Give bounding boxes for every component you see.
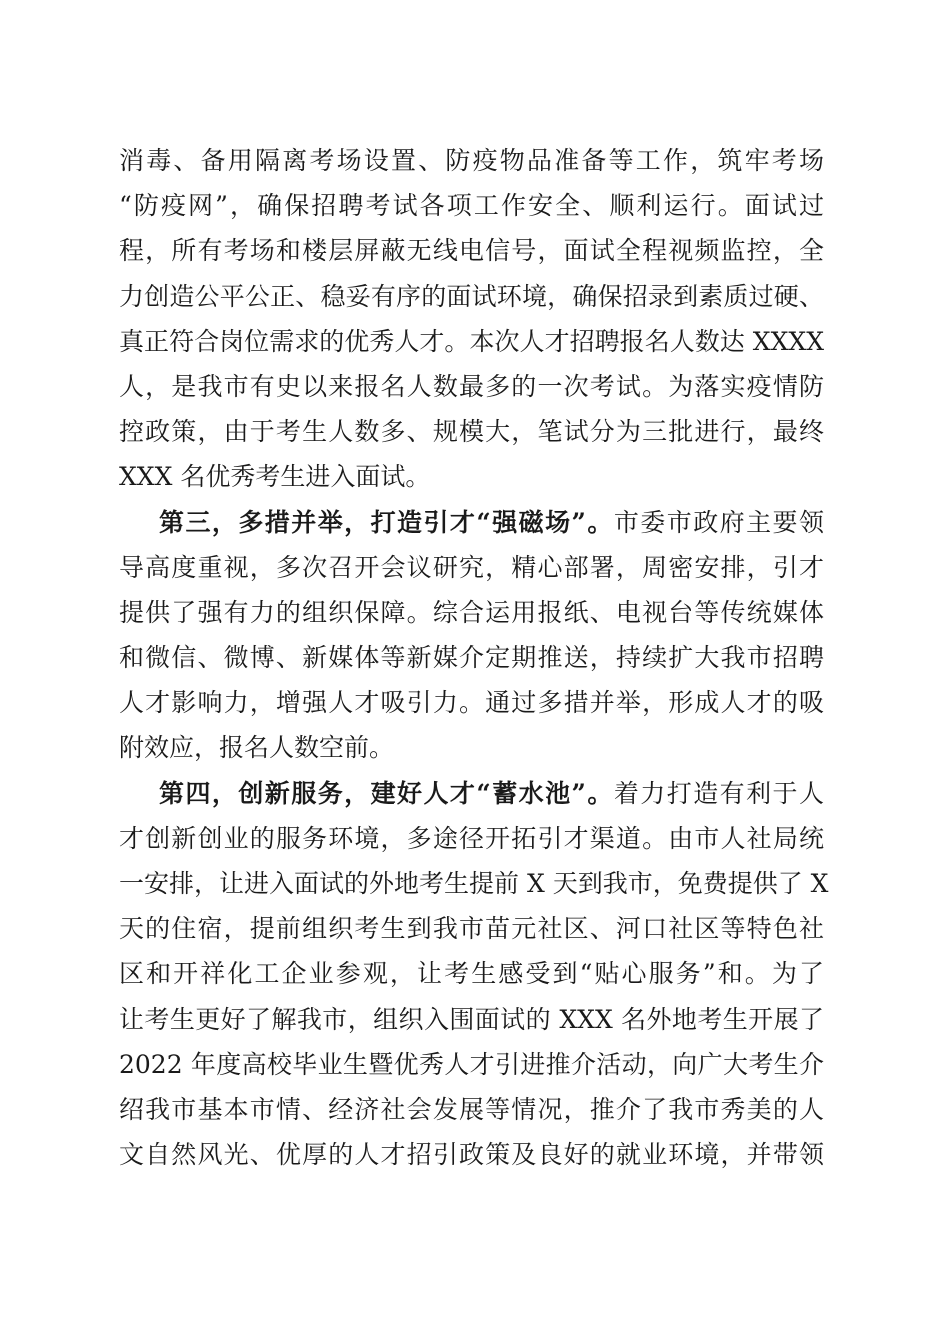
text-line: 真正符合岗位需求的优秀人才。本次人才招聘报名人数达 XXXX [119,326,824,356]
text-line: “防疫网”，确保招聘考试各项工作安全、顺利运行。面试过 [119,191,824,221]
paragraph-fourth [119,771,829,1178]
text-line: 区和开祥化工企业参观，让考生感受到“贴心服务”和。为了 [119,959,824,989]
text-line: 附效应，报名人数空前。 [119,733,395,763]
text-line: 人，是我市有史以来报名人数最多的一次考试。为落实疫情防 [119,371,824,401]
text-line: 程，所有考场和楼层屏蔽无线电信号，面试全程视频监控，全 [119,236,824,266]
text-line: 文自然风光、优厚的人才招引政策及良好的就业环境，并带领 [119,1140,824,1170]
text-line: 提供了强有力的组织保障。综合运用报纸、电视台等传统媒体 [119,597,824,627]
text-line: 天的住宿，提前组织考生到我市苗元社区、河口社区等特色社 [119,914,824,944]
text-line: XXX 名优秀考生进入面试。 [119,462,431,492]
paragraph-first-line [119,771,824,816]
text-line: 消毒、备用隔离考场设置、防疫物品准备等工作，筑牢考场 [119,146,824,175]
text-line: 让考生更好了解我市，组织入围面试的 XXX 名外地考生开展了 [119,1004,824,1034]
paragraph-first-line-text: 着力打造有利于人 [613,778,824,808]
paragraph-continued [119,138,824,500]
text-line: 才创新创业的服务环境，多途径开拓引才渠道。由市人社局统 [119,823,824,853]
text-line: 人才影响力，增强人才吸引力。通过多措并举，形成人才的吸 [119,688,824,718]
paragraph-third [119,500,824,771]
text-line: 和微信、微博、新媒体等新媒介定期推送，持续扩大我市招聘 [119,643,824,673]
paragraph-heading: 第四，创新服务，建好人才“蓄水池”。 [159,778,614,808]
paragraph-first-line [119,500,824,545]
paragraph-first-line-text: 市委市政府主要领 [613,507,824,537]
text-line: 一安排，让进入面试的外地考生提前 X 天到我市，免费提供了 X [119,869,829,898]
text-line: 2022 年度高校毕业生暨优秀人才引进推介活动，向广大考生介 [119,1049,824,1079]
paragraph-heading: 第三，多措并举，打造引才“强磁场”。 [159,507,614,537]
document-body [119,138,829,1177]
text-line: 力创造公平公正、稳妥有序的面试环境，确保招录到素质过硬、 [119,281,824,311]
text-line: 导高度重视，多次召开会议研究，精心部署，周密安排，引才 [119,552,824,582]
text-line: 绍我市基本市情、经济社会发展等情况，推介了我市秀美的人 [119,1094,824,1124]
text-line: 控政策，由于考生人数多、规模大，笔试分为三批进行，最终 [119,417,824,447]
